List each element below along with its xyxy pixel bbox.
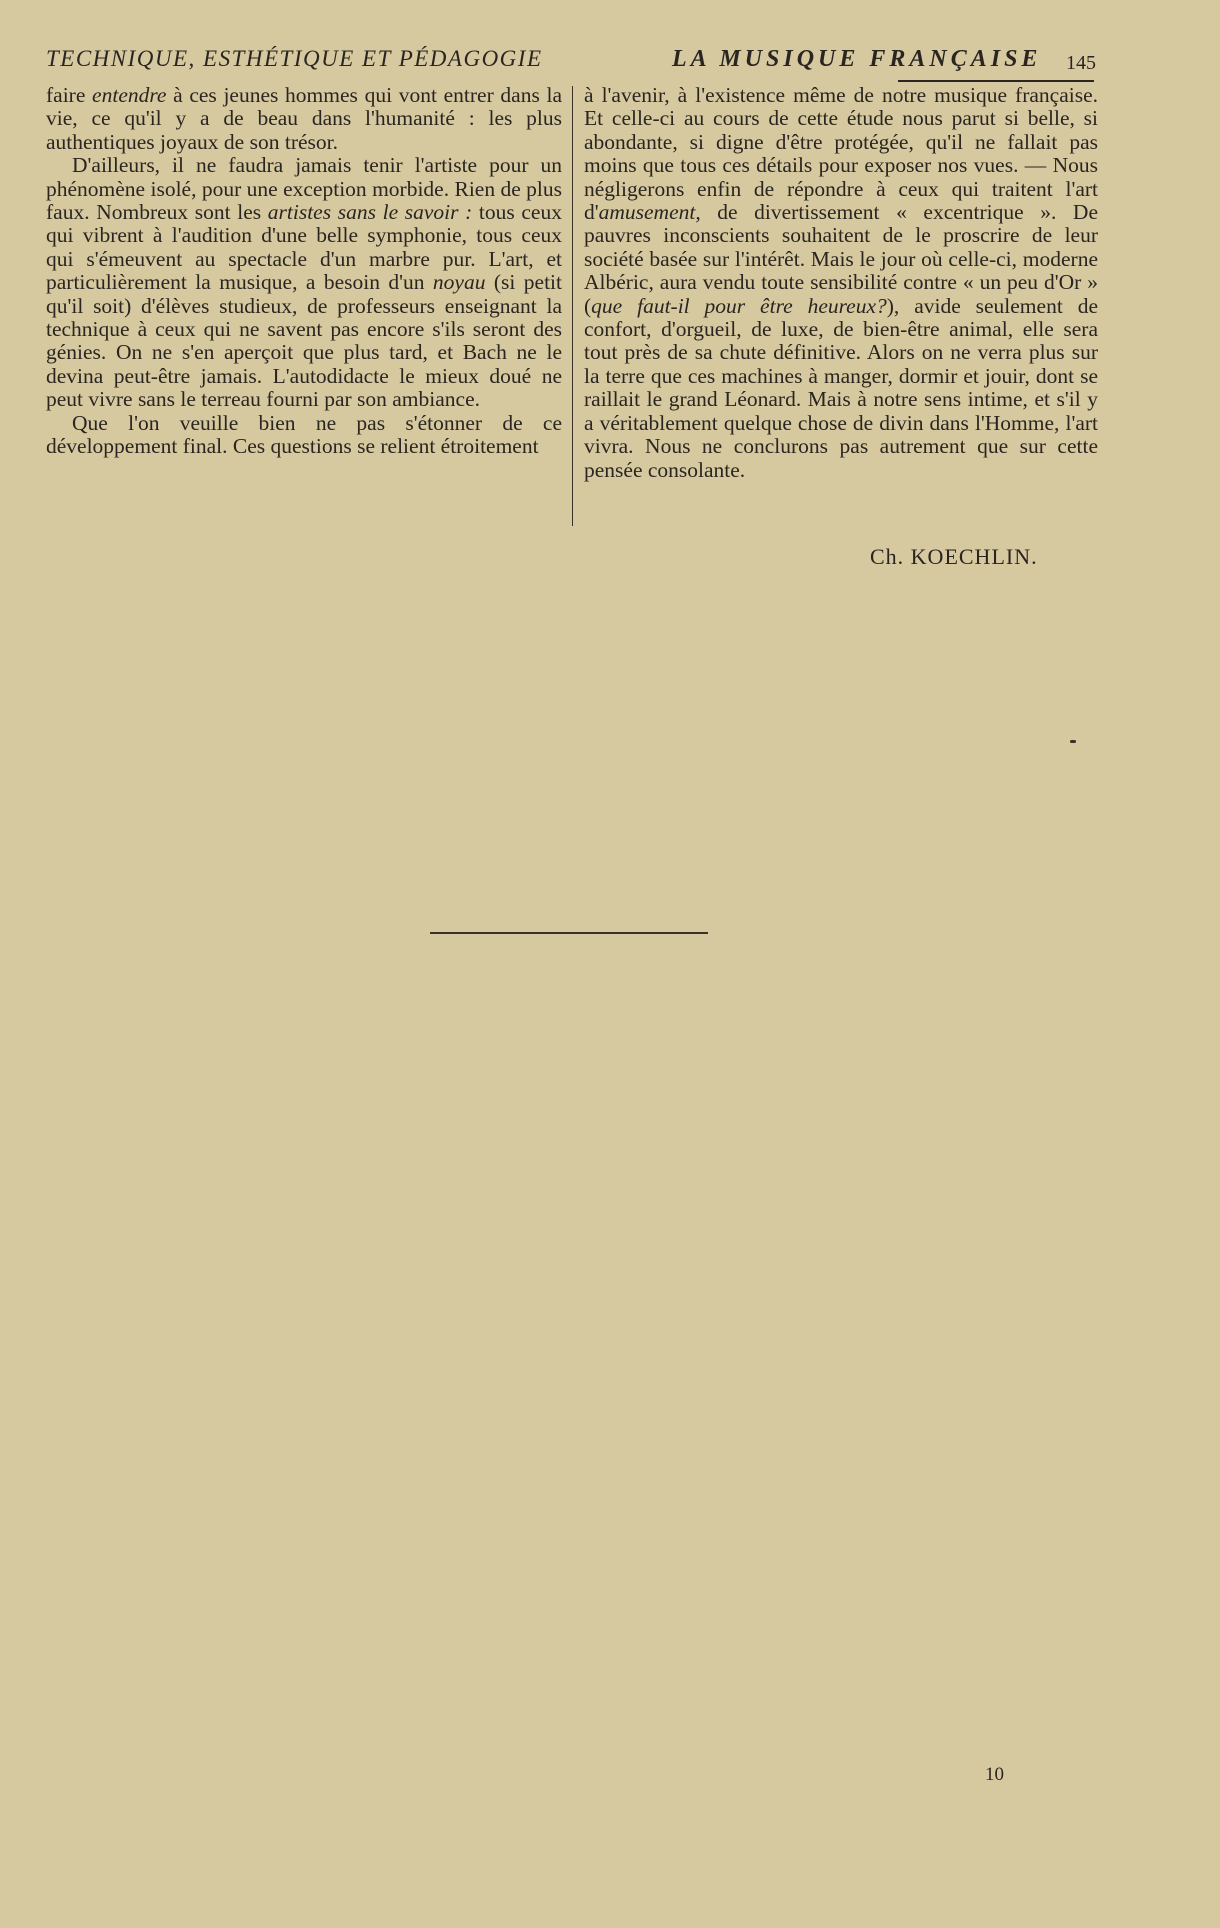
author-signature: Ch. KOECHLIN. [870,544,1038,569]
header-rule [898,80,1094,82]
left-column [46,84,562,459]
text-run: à ces jeunes hommes qui vont entrer dans la vie, ce qu'il y a de beau dans l'humanité : les plus authentiques joyaux de son trésor. [46,83,562,154]
paragraph [46,412,562,459]
column-rule [572,86,573,526]
ink-speck [1070,740,1076,743]
text-run: D'ailleurs, il ne faudra jamais tenir l'artiste pour un phénomène isolé, pour une exception morbide. Rien de plus faux. Nombreux sont les [46,153,562,225]
text-run: à l'avenir, à l'existence même de notre musique française. Et celle-ci au cours de cette étude nous parut si belle, si abondante, si digne d'être protégée, qu'il ne fallait pas moins que tous ces détails pour exposer nos vues. — Nous négligerons enfin de répondre à ceux qui traitent l'art d' [584,83,1098,225]
italic-text: artistes sans le savoir : [267,200,473,225]
text-run: ), avide seulement de confort, d'orgueil, de luxe, de bien-être animal, elle sera tout près de sa chute définitive. Alors on ne verra plus sur la terre que ces machines à manger, dormir et jouir, dont se raillait le grand Léonard. Mais à notre sens intime, et s'il y a véritablement quelque chose de divin dans l'Homme, l'art vivra. Nous ne conclurons pas autrement que sur cette pensée consolante. [584,293,1098,482]
right-column [584,84,1098,482]
paragraph [46,84,562,154]
paragraph [584,84,1098,482]
running-head-right: LA MUSIQUE FRANÇAISE [672,46,1042,72]
page-number: 145 [1066,52,1096,74]
text-run: (si petit qu'il soit) d'élèves studieux, de professeurs enseignant la technique à ceux qui ne savent pas encore s'ils seront des génies. On ne s'en aperçoit que plus tard, et Bach ne le devina peut-être jamais. L'autodidacte le mieux doué ne peut vivre sans le terreau fourni par son ambiance. [46,270,562,412]
italic-text: amusement, [598,200,701,225]
text-run: Que l'on veuille bien ne pas s'étonner de ce développement final. Ces questions se relient étroitement [46,410,562,459]
italic-text: que faut-il pour être heureux? [591,293,887,318]
text-run: de divertissement « excentrique ». De pauvres inconscients souhaitent de le proscrire de leur société basée sur l'intérêt. Mais le jour où celle-ci, moderne Albéric, aura vendu toute sensibilité contre « un peu d'Or » ( [584,200,1098,318]
running-head-left: TECHNIQUE, ESTHÉTIQUE ET PÉDAGOGIE [46,46,543,71]
paragraph [46,154,562,411]
italic-text: noyau [432,270,486,295]
text-run: faire [46,83,93,107]
section-rule [430,932,708,934]
folio-number: 10 [985,1764,1004,1785]
italic-text: entendre [92,83,167,107]
text-run: tous ceux qui vibrent à l'audition d'une belle symphonie, tous ceux qui s'émeuvent au spectacle d'un marbre pur. L'art, et particulièrement la musique, a besoin d'un [46,200,562,295]
